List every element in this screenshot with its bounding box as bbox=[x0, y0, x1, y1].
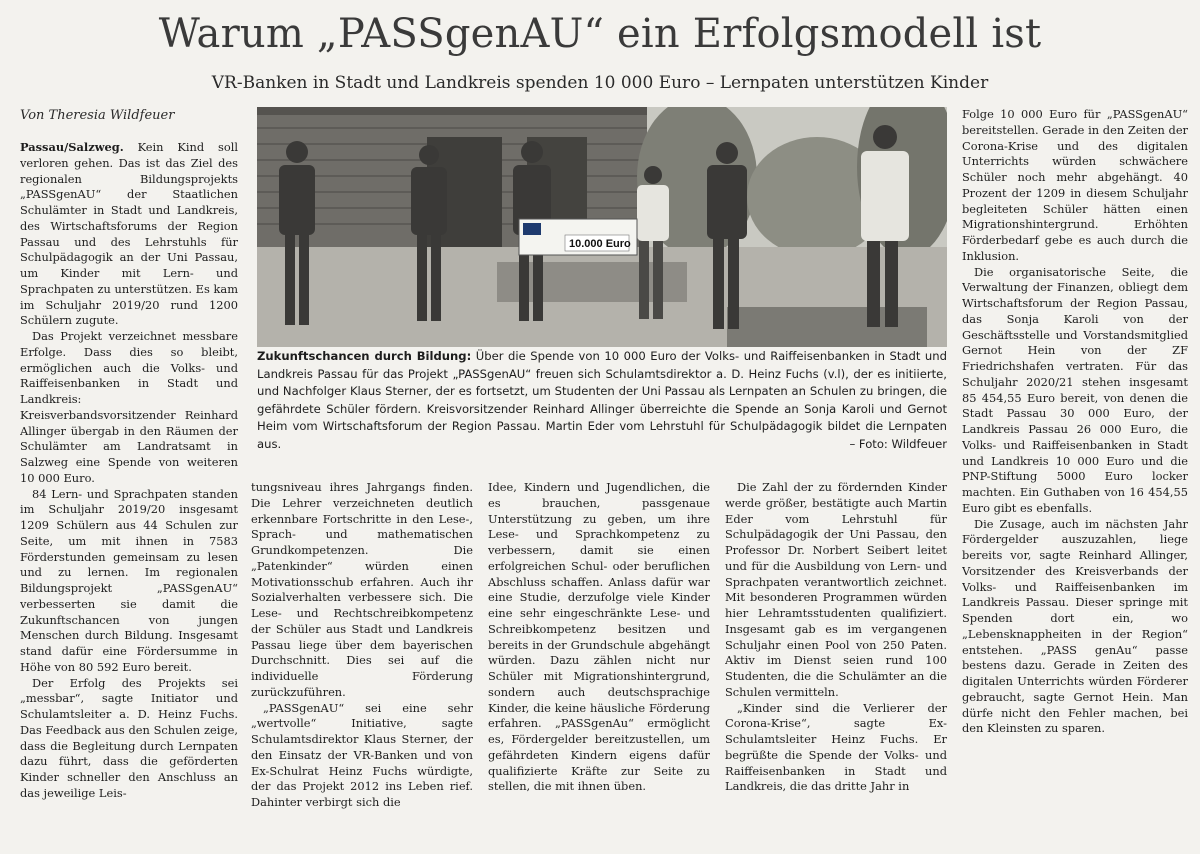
article-paragraph: tungsniveau ihres Jahrgangs finden. Die Lehrer verzeichneten deutlich erkennbare Fortschritte in den Lese-, Sprach- und mathematischen Grundkompetenzen. Die „Patenkinder“ würden einen Motivationsschub erfahren. Auch ihr Sozialverhalten verbessere sich. Die Lese- und Rechtschreibkompetenz der Schüler aus Stadt und Landkreis Passau liege über dem bayerischen Durchschnitt. Dies sei auf die individuelle Förderung zurückzuführen. bbox=[251, 480, 473, 699]
photo-credit: – Foto: Wildfeuer bbox=[849, 436, 947, 451]
article-column-3 bbox=[488, 480, 710, 848]
article-paragraph: „Kinder sind die Verlierer der Corona-Krise“, sagte Ex-Schulamtsleiter Heinz Fuchs. Er begrüßte die Spende der Volks- und Raiffeisenbanken in Stadt und Landkreis, die das dritte Jahr in bbox=[725, 700, 947, 794]
article-paragraph: 84 Lern- und Sprachpaten standen im Schuljahr 2019/20 insgesamt 1209 Schülern aus 44 Schulen zur Seite, um mit ihnen in 7583 Förderstunden gemeinsam zu lesen und zu lernen. Im regionalen Bildungsprojekt „PASSgenAU“ verbesserten sie damit die Zukunftschancen von jungen Menschen durch Bildung. Insgesamt stand dafür eine Fördersumme in Höhe von 80 592 Euro bereit. bbox=[20, 486, 238, 674]
donation-check bbox=[519, 219, 637, 255]
article-paragraph: Die organisatorische Seite, die Verwaltung der Finanzen, obliegt dem Wirtschaftsforum der Region Passau, das Sonja Karoli von der Geschäftsstelle und Vorstandsmitglied Gernot Hein von der ZF Friedrichshafen vertraten. Für das Schuljahr 2020/21 stehen insgesamt 85 454,55 Euro bereit, von denen die Stadt Passau 30 000 Euro, der Landkreis Passau 26 000 Euro, die Volks- und Raiffeisenbanken in Stadt und Landkreis 10 000 Euro und die PNP-Stiftung 5000 Euro locker machten. Ein Guthaben von 16 454,55 Euro gibt es ebenfalls. bbox=[962, 264, 1188, 515]
article-paragraph: „PASSgenAU“ sei eine sehr „wertvolle“ Initiative, sagte Schulamtsdirektor Klaus Sterner, der den Einsatz der VR-Banken und von Ex-Schulrat Heinz Fuchs würdigte, der das Projekt 2012 ins Leben rief. Dahinter verbirgt sich die bbox=[251, 700, 473, 809]
photo-caption bbox=[257, 348, 947, 460]
article-paragraph: Der Erfolg des Projekts sei „messbar“, sagte Initiator und Schulamtsleiter a. D. Heinz Fuchs. Das Feedback aus den Schulen zeige, dass die Begleitung durch Lernpaten dazu führt, dass die geförderten Kinder schneller den Anschluss an das jeweilige Leis- bbox=[20, 675, 238, 800]
paragraph-text: Kein Kind soll verloren gehen. Das ist das Ziel des regionalen Bildungsprojekts „PASSgenAU“ der Staatlichen Schulämter in Stadt und Landkreis, des Wirtschaftsforums der Region Passau und des Lehrstuhls für Schulpädagogik an der Uni Passau, um Kinder mit Lern- und Sprachpaten zu unterstützen. Es kam im Schuljahr 2019/20 rund 1200 Schülern zugute. bbox=[20, 140, 238, 328]
article-paragraph bbox=[20, 140, 238, 329]
article-paragraph: Das Projekt verzeichnet messbare Erfolge. Dass dies so bleibt, ermöglichen auch die Volks- und Raiffeisenbanken in Stadt und Landkreis: Kreisverbandsvorsitzender Reinhard Allinger übergab in den Räumen der Schulämter am Landratsamt in Salzweg eine Spende von weiteren 10 000 Euro. bbox=[20, 329, 238, 485]
article-column-1 bbox=[20, 140, 238, 848]
article-photo bbox=[257, 107, 947, 347]
article-paragraph: Folge 10 000 Euro für „PASSgenAU“ bereitstellen. Gerade in den Zeiten der Corona-Krise und des digitalen Unterrichts würden schwächere Schüler noch mehr abgehängt. 40 Prozent der 1209 in diesem Schuljahr begleiteten Schüler hätten einen Migrationshintergrund. Erhöhten Förderbedarf gebe es auch durch die Inklusion. bbox=[962, 107, 1188, 263]
article-column-2 bbox=[251, 480, 473, 848]
dateline: Passau/Salzweg. bbox=[20, 140, 124, 154]
article-paragraph: Die Zahl der zu fördernden Kinder werde größer, bestätigte auch Martin Eder vom Lehrstuhl für Schulpädagogik der Uni Passau, den Professor Dr. Norbert Seibert leitet und für die Ausbildung von Lern- und Sprachpaten verantwortlich zeichnet. Mit besonderen Programmen würden hier Lehramtsstudenten qualifiziert. Insgesamt gab es im vergangenen Schuljahr einen Pool von 250 Paten. Aktiv im Dienst seien rund 100 Studenten, die die Schulämter an die Schulen vermitteln. bbox=[725, 480, 947, 699]
byline: Von Theresia Wildfeuer bbox=[20, 108, 175, 123]
caption-text: Über die Spende von 10 000 Euro der Volks- und Raiffeisenbanken in Stadt und Landkreis Passau für das Projekt „PASSgenAU“ freuen sich Schulamtsdirektor a. D. Heinz Fuchs (v.l), der es initiierte, und Nachfolger Klaus Sterner, der es fortsetzt, um Studenten der Uni Passau als Lernpaten an Schulen zu bringen, die gefährdete Schüler fördern. Kreisvorsitzender Reinhard Allinger überreichte die Spende an Sonja Karoli und Gernot Heim vom Wirtschaftsforum der Region Passau. Martin Eder vom Lehrstuhl für Schulpädagogik bildet die Lernpaten aus. bbox=[257, 349, 947, 451]
headline: Warum „PASSgenAU“ ein Erfolgsmodell ist bbox=[158, 11, 1042, 57]
article-paragraph: Idee, Kindern und Jugendlichen, die es brauchen, passgenaue Unterstützung zu geben, um ihre Lese- und Sprachkompetenz zu verbessern, damit sie einen erfolgreichen Schul- oder beruflichen Abschluss schaffen. Anlass dafür war eine Studie, derzufolge viele Kinder eine sehr eingeschränkte Lese- und Schreibkompetenz besitzen und bereits in der Grundschule abgehängt würden. Dazu zählen nicht nur Schüler mit Migrationshintergrund, sondern auch deutschsprachige Kinder, die keine häusliche Förderung erfahren. „PASSgenAu“ ermöglicht es, Fördergelder bereitzustellen, um gefährdeten Kindern eigens dafür qualifizierte Kräfte zur Seite zu stellen, die mit ihnen üben. bbox=[488, 480, 710, 794]
subheadline: VR-Banken in Stadt und Landkreis spenden 10 000 Euro – Lernpaten unterstützen Kinder bbox=[211, 73, 989, 93]
caption-lead: Zukunftschancen durch Bildung: bbox=[257, 349, 472, 363]
article-column-5 bbox=[962, 107, 1188, 848]
article-paragraph: Die Zusage, auch im nächsten Jahr Fördergelder auszuzahlen, liege bereits vor, sagte Reinhard Allinger, Vorsitzender des Kreisverbands der Volks- und Raiffeisenbanken im Landkreis Passau. Dieser springe mit Spenden dort ein, wo „Lebensknappheiten in der Region“ entstehen. „PASS genAu“ passe bestens dazu. Gerade in Zeiten des digitalen Unterrichts würden Förderer gebraucht, sagte Gernot Hein. Man dürfe nicht den Fehler machen, bei den Kleinsten zu sparen. bbox=[962, 516, 1188, 736]
article-column-4 bbox=[725, 480, 947, 848]
check-amount: 10.000 Euro bbox=[569, 238, 631, 250]
